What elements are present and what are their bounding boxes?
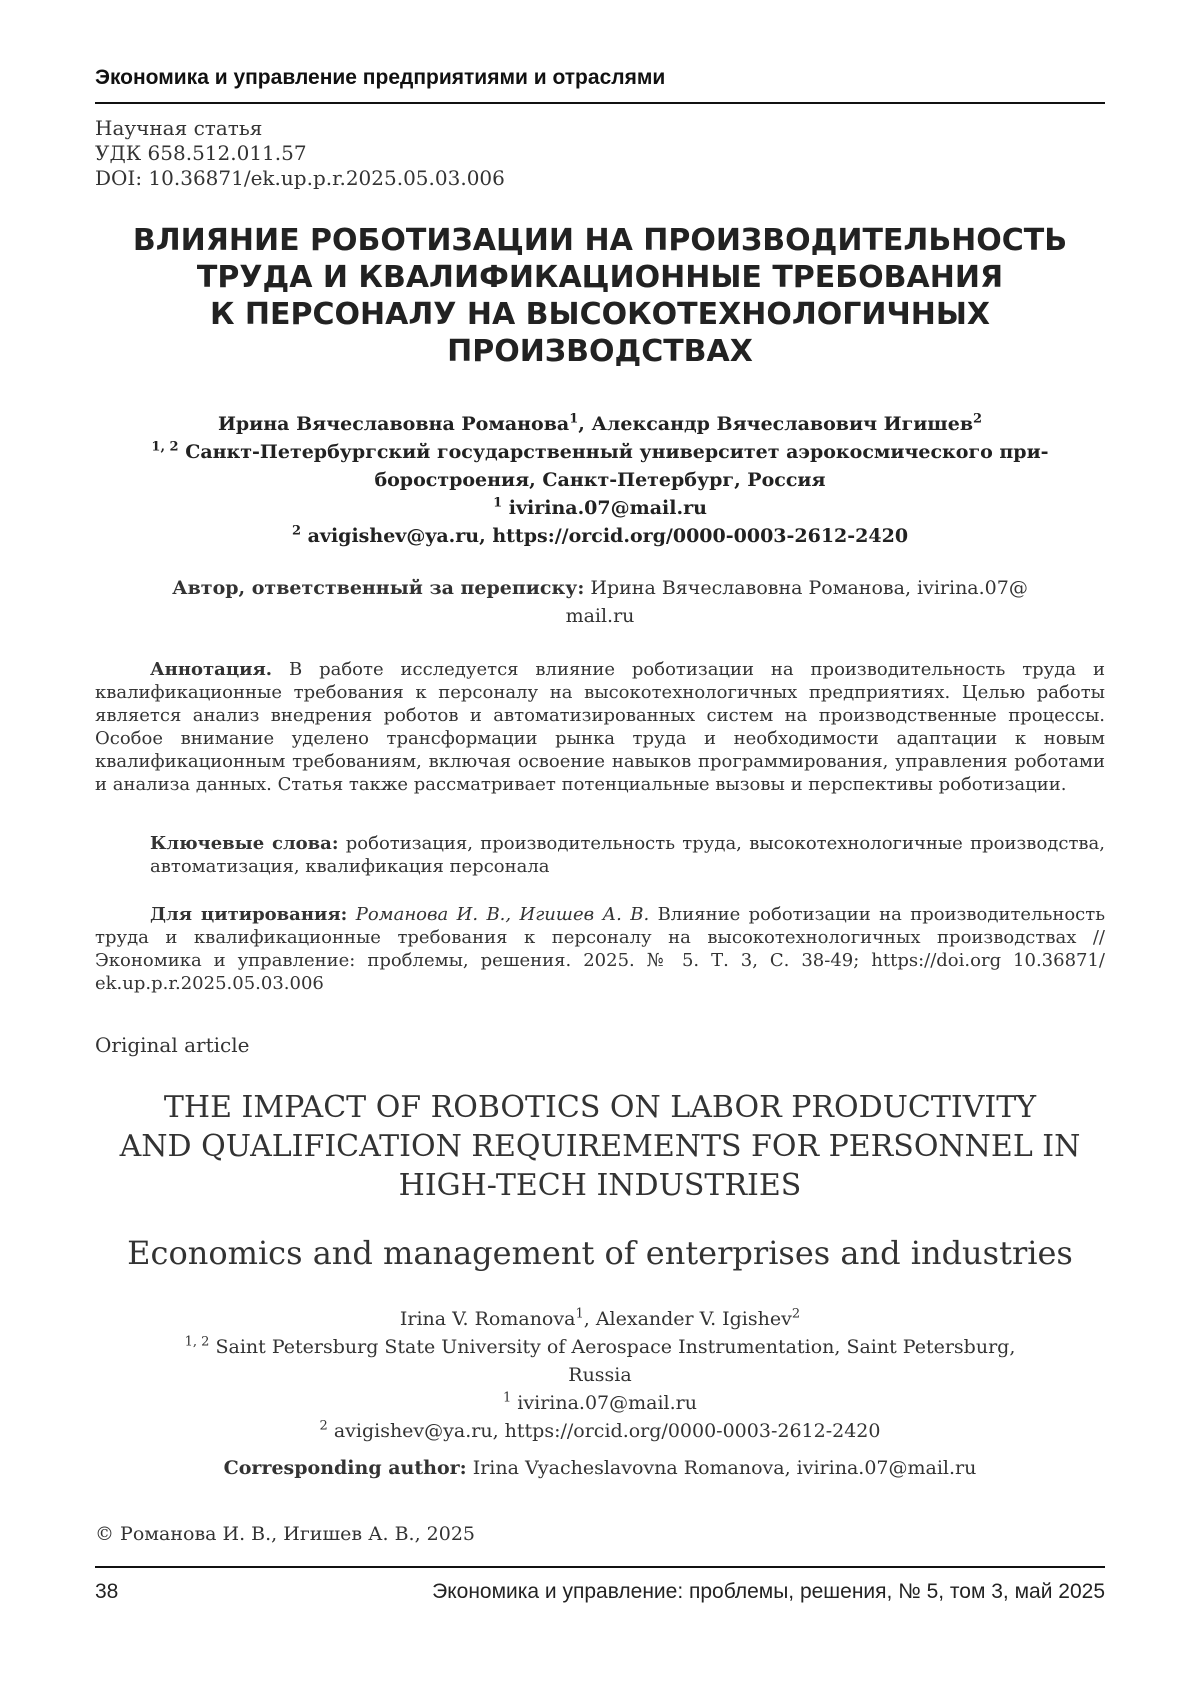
author-name: Irina V. Romanova [400, 1308, 576, 1330]
running-header: Экономика и управление предприятиями и отраслями [95, 66, 665, 90]
ru-title-line: ПРОИЗВОДСТВАХ [60, 333, 1140, 370]
en-affiliation-cont: Russia [60, 1361, 1140, 1389]
corr-label: Автор, ответственный за переписку: [172, 577, 584, 599]
author-separator: , [584, 1308, 596, 1330]
keywords-label: Ключевые слова: [150, 833, 338, 854]
citation-label: Для цитирования: [150, 904, 347, 925]
affiliation-mark: 2 [292, 524, 301, 539]
email-link[interactable]: avigishev@ya.ru, https://orcid.org/0000-0003-2612-2420 [328, 1420, 881, 1442]
affiliation-mark: 1, 2 [185, 1335, 210, 1350]
copyright: © Романова И. В., Игишев А. В., 2025 [95, 1523, 475, 1545]
corr-value: Irina Vyacheslavovna Romanova, ivirina.07@mail.ru [467, 1457, 977, 1479]
header-rule [95, 102, 1105, 104]
footer-rule [95, 1566, 1105, 1568]
corr-value-cont: mail.ru [95, 602, 1105, 630]
affiliation-mark: 2 [320, 1419, 328, 1434]
journal-page [0, 0, 1200, 1698]
en-email-1 [60, 1389, 1140, 1417]
en-authors [60, 1305, 1140, 1333]
keywords [150, 832, 1105, 878]
affiliation-mark: 1 [503, 1391, 511, 1406]
affiliation-mark: 1 [493, 496, 502, 511]
doi: DOI: 10.36871/ek.up.p.r.2025.05.03.006 [95, 166, 505, 190]
abstract [95, 658, 1105, 796]
ru-affiliation [60, 438, 1140, 466]
en-title [60, 1088, 1140, 1205]
abstract-label: Аннотация. [150, 659, 272, 680]
en-corresponding-author [60, 1457, 1140, 1479]
affiliation-mark: 1, 2 [151, 440, 178, 455]
citation [95, 903, 1105, 995]
keywords-text: роботизация, производительность труда, высокотехнологичные производства, автоматизация, квалификация персонала [150, 833, 1105, 877]
en-title-line: AND QUALIFICATION REQUIREMENTS FOR PERSONNEL IN [60, 1127, 1140, 1166]
affiliation-mark: 2 [973, 412, 982, 427]
author-name: Ирина Вячеславовна Романова [218, 413, 569, 435]
ru-authors [60, 410, 1140, 438]
affiliation-line: Saint Petersburg State University of Aerospace Instrumentation, Saint Petersburg, [209, 1336, 1015, 1358]
en-title-line: HIGH-TECH INDUSTRIES [60, 1166, 1140, 1205]
ru-corresponding-author [95, 574, 1105, 630]
ru-affiliation-cont: боростроения, Санкт-Петербург, Россия [60, 466, 1140, 494]
affiliation-mark: 2 [792, 1307, 800, 1322]
abstract-text: В работе исследуется влияние роботизации на производительность труда и квалификационные требования к персоналу на высокотехнологичных предприятиях. Целью работы является анализ внедрения роботов и автоматизированных систем на производственные процессы. Особое внимание уделено трансформации рынка труда и необходимости адаптации к новым квалификационным требованиям, включая освоение навыков программирования, управления роботами и анализа данных. Статья также рассматривает потенциальные вызовы и перспективы роботизации. [95, 659, 1105, 795]
citation-authors: Романова И. В., Игишев А. В. [347, 904, 649, 925]
corr-value: Ирина Вячеславовна Романова, ivirina.07@ [584, 577, 1028, 599]
author-name: Александр Вячеславович Игишев [592, 413, 973, 435]
en-email-2 [60, 1417, 1140, 1445]
ru-title-line: ВЛИЯНИЕ РОБОТИЗАЦИИ НА ПРОИЗВОДИТЕЛЬНОСТЬ [60, 222, 1140, 259]
ru-title-line: К ПЕРСОНАЛУ НА ВЫСОКОТЕХНОЛОГИЧНЫХ [60, 296, 1140, 333]
article-type: Научная статья [95, 116, 262, 140]
en-title-line: THE IMPACT OF ROBOTICS ON LABOR PRODUCTIVITY [60, 1088, 1140, 1127]
corr-label: Corresponding author: [224, 1457, 467, 1479]
citation-text: Влияние роботизации на производительность труда и квалификационные требования к персоналу на высокотехнологичных производствах // Экономика и управление: проблемы, решения. 2025. № 5. Т. 3, С. 38-49; https://doi.org 10.36871/ ek.up.p.r.2025.05.03.006 [95, 904, 1105, 994]
ru-title-line: ТРУДА И КВАЛИФИКАЦИОННЫЕ ТРЕБОВАНИЯ [60, 259, 1140, 296]
affiliation-line: Санкт-Петербургский государственный университет аэрокосмического при- [179, 441, 1049, 463]
en-article-type: Original article [95, 1033, 249, 1057]
affiliation-mark: 1 [575, 1307, 583, 1322]
en-affiliation [60, 1333, 1140, 1361]
page-number: 38 [95, 1580, 118, 1604]
ru-email-1 [60, 494, 1140, 522]
footer-journal-info: Экономика и управление: проблемы, решения, № 5, том 3, май 2025 [432, 1580, 1105, 1604]
email-link[interactable]: ivirina.07@mail.ru [511, 1392, 697, 1414]
email-link[interactable]: avigishev@ya.ru, https://orcid.org/0000-0003-2612-2420 [301, 525, 908, 547]
en-section-subtitle: Economics and management of enterprises and industries [60, 1234, 1140, 1272]
author-name: Alexander V. Igishev [596, 1308, 792, 1330]
udc-code: УДК 658.512.011.57 [95, 141, 307, 165]
affiliation-mark: 1 [569, 412, 578, 427]
email-link[interactable]: ivirina.07@mail.ru [502, 497, 707, 519]
ru-title [60, 222, 1140, 370]
ru-email-2 [60, 522, 1140, 550]
author-separator: , [578, 413, 591, 435]
